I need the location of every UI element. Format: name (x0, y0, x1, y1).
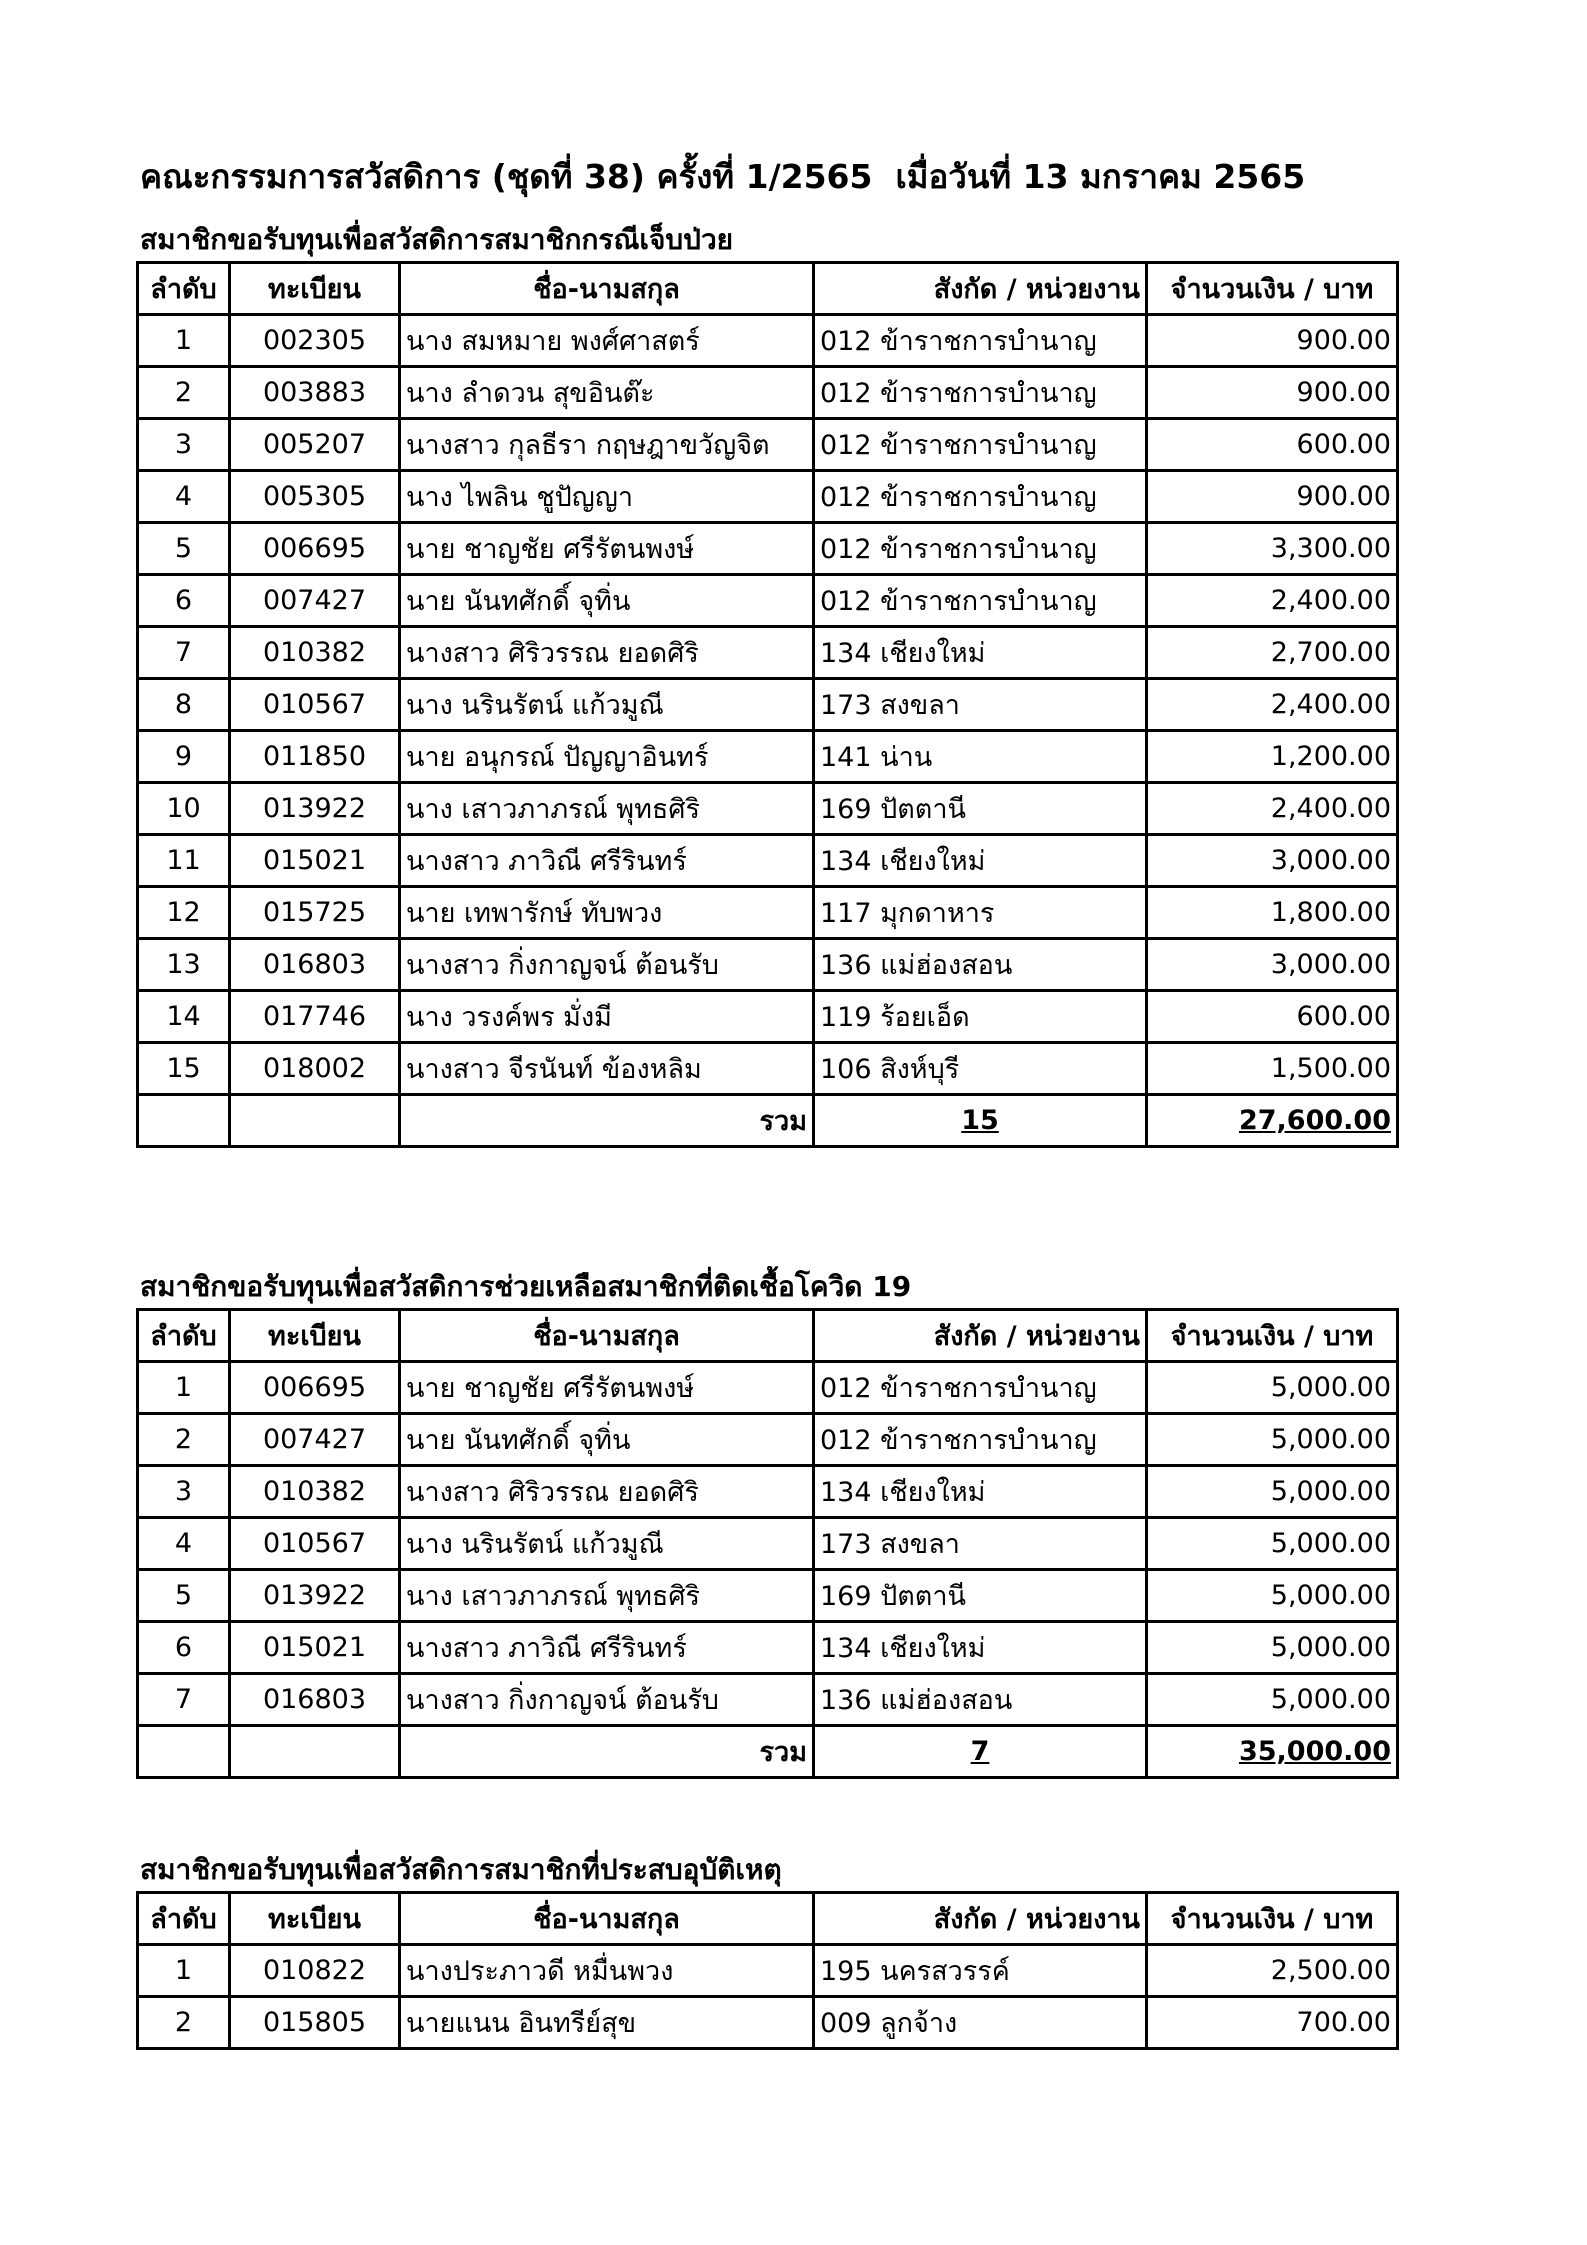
registration-number: 005305 (230, 471, 400, 523)
member-name: นาย นันทศักดิ์ จุทิ่น (400, 575, 814, 627)
row-number: 15 (138, 1043, 230, 1095)
member-unit: 173 สงขลา (814, 1518, 1147, 1570)
member-unit: 141 น่าน (814, 731, 1147, 783)
registration-number: 010822 (230, 1945, 400, 1997)
registration-number: 015805 (230, 1997, 400, 2049)
column-header-amount: จำนวนเงิน / บาท (1147, 1310, 1398, 1362)
member-unit: 012 ข้าราชการบำนาญ (814, 523, 1147, 575)
total-amount: 27,600.00 (1147, 1095, 1398, 1147)
table-row (138, 1674, 1398, 1726)
member-unit: 012 ข้าราชการบำนาญ (814, 1362, 1147, 1414)
table-row (138, 679, 1398, 731)
row-number: 1 (138, 1362, 230, 1414)
row-number: 8 (138, 679, 230, 731)
member-name: นาย นันทศักดิ์ จุทิ่น (400, 1414, 814, 1466)
registration-number: 015725 (230, 887, 400, 939)
amount: 600.00 (1147, 991, 1398, 1043)
registration-number: 011850 (230, 731, 400, 783)
member-name: นาง ไพลิน ชูปัญญา (400, 471, 814, 523)
member-unit: 106 สิงห์บุรี (814, 1043, 1147, 1095)
row-number: 2 (138, 1414, 230, 1466)
total-amount: 35,000.00 (1147, 1726, 1398, 1778)
table-row (138, 835, 1398, 887)
amount: 2,400.00 (1147, 575, 1398, 627)
amount: 700.00 (1147, 1997, 1398, 2049)
member-unit: 012 ข้าราชการบำนาญ (814, 575, 1147, 627)
member-unit: 012 ข้าราชการบำนาญ (814, 315, 1147, 367)
amount: 2,400.00 (1147, 783, 1398, 835)
member-name: นางสาว กุลธีรา กฤษฎาขวัญจิต (400, 419, 814, 471)
row-number: 4 (138, 471, 230, 523)
row-number: 9 (138, 731, 230, 783)
member-unit: 134 เชียงใหม่ (814, 1466, 1147, 1518)
member-unit: 173 สงขลา (814, 679, 1147, 731)
accident-table (136, 1891, 1399, 2050)
member-unit: 134 เชียงใหม่ (814, 835, 1147, 887)
registration-number: 018002 (230, 1043, 400, 1095)
member-name: นางประภาวดี หมื่นพวง (400, 1945, 814, 1997)
table-row (138, 939, 1398, 991)
amount: 3,000.00 (1147, 835, 1398, 887)
total-row (138, 1726, 1398, 1778)
registration-number: 010382 (230, 1466, 400, 1518)
table-row (138, 315, 1398, 367)
member-unit: 169 ปัตตานี (814, 783, 1147, 835)
registration-number: 002305 (230, 315, 400, 367)
member-name: นาง เสาวภาภรณ์ พุทธศิริ (400, 783, 814, 835)
registration-number: 015021 (230, 835, 400, 887)
empty-cell (230, 1095, 400, 1147)
row-number: 4 (138, 1518, 230, 1570)
member-unit: 117 มุกดาหาร (814, 887, 1147, 939)
table-row (138, 419, 1398, 471)
column-header-amount: จำนวนเงิน / บาท (1147, 1893, 1398, 1945)
member-name: นาย เทพารักษ์ ทับพวง (400, 887, 814, 939)
column-header-unit: สังกัด / หน่วยงาน (814, 1893, 1147, 1945)
row-number: 10 (138, 783, 230, 835)
page-title: คณะกรรมการสวัสดิการ (ชุดที่ 38) ครั้งที่ 1/2565 เมื่อวันที่ 13 มกราคม 2565 (140, 157, 1306, 196)
amount: 900.00 (1147, 367, 1398, 419)
amount: 1,500.00 (1147, 1043, 1398, 1095)
row-number: 1 (138, 315, 230, 367)
table-row (138, 991, 1398, 1043)
table-row (138, 887, 1398, 939)
table-row (138, 627, 1398, 679)
table-header-row (138, 263, 1398, 315)
table-row (138, 523, 1398, 575)
member-unit: 009 ลูกจ้าง (814, 1997, 1147, 2049)
table-header-row (138, 1893, 1398, 1945)
member-unit: 012 ข้าราชการบำนาญ (814, 419, 1147, 471)
column-header-reg: ทะเบียน (230, 1893, 400, 1945)
member-unit: 012 ข้าราชการบำนาญ (814, 471, 1147, 523)
registration-number: 010382 (230, 627, 400, 679)
member-name: นางสาว กิ่งกาญจน์ ต้อนรับ (400, 939, 814, 991)
amount: 2,500.00 (1147, 1945, 1398, 1997)
amount: 1,800.00 (1147, 887, 1398, 939)
row-number: 13 (138, 939, 230, 991)
amount: 900.00 (1147, 315, 1398, 367)
member-name: นาง นรินรัตน์ แก้วมูณี (400, 679, 814, 731)
row-number: 5 (138, 523, 230, 575)
amount: 3,300.00 (1147, 523, 1398, 575)
registration-number: 016803 (230, 939, 400, 991)
row-number: 6 (138, 1622, 230, 1674)
table-row (138, 1622, 1398, 1674)
member-name: นายแนน อินทรีย์สุข (400, 1997, 814, 2049)
row-number: 6 (138, 575, 230, 627)
member-name: นางสาว ภาวิณี ศรีรินทร์ (400, 835, 814, 887)
member-name: นาง ลำดวน สุขอินต๊ะ (400, 367, 814, 419)
table-row (138, 575, 1398, 627)
table-row (138, 1518, 1398, 1570)
member-unit: 134 เชียงใหม่ (814, 1622, 1147, 1674)
table-row (138, 471, 1398, 523)
registration-number: 006695 (230, 1362, 400, 1414)
table-row (138, 731, 1398, 783)
registration-number: 016803 (230, 1674, 400, 1726)
table-row (138, 783, 1398, 835)
column-header-amount: จำนวนเงิน / บาท (1147, 263, 1398, 315)
member-name: นาง นรินรัตน์ แก้วมูณี (400, 1518, 814, 1570)
table-row (138, 1362, 1398, 1414)
row-number: 14 (138, 991, 230, 1043)
amount: 2,400.00 (1147, 679, 1398, 731)
member-unit: 169 ปัตตานี (814, 1570, 1147, 1622)
member-name: นางสาว กิ่งกาญจน์ ต้อนรับ (400, 1674, 814, 1726)
total-row (138, 1095, 1398, 1147)
member-name: นาย ชาญชัย ศรีรัตนพงษ์ (400, 523, 814, 575)
table-row (138, 1414, 1398, 1466)
amount: 900.00 (1147, 471, 1398, 523)
registration-number: 006695 (230, 523, 400, 575)
member-name: นางสาว ภาวิณี ศรีรินทร์ (400, 1622, 814, 1674)
row-number: 11 (138, 835, 230, 887)
row-number: 1 (138, 1945, 230, 1997)
registration-number: 010567 (230, 679, 400, 731)
illness-table (136, 261, 1399, 1148)
column-header-name: ชื่อ-นามสกุล (400, 1893, 814, 1945)
section-title-illness: สมาชิกขอรับทุนเพื่อสวัสดิการสมาชิกกรณีเจ็บป่วย (140, 223, 734, 256)
amount: 5,000.00 (1147, 1570, 1398, 1622)
amount: 5,000.00 (1147, 1674, 1398, 1726)
table-row (138, 367, 1398, 419)
member-unit: 136 แม่ฮ่องสอน (814, 939, 1147, 991)
column-header-unit: สังกัด / หน่วยงาน (814, 263, 1147, 315)
column-header-name: ชื่อ-นามสกุล (400, 1310, 814, 1362)
member-name: นาง เสาวภาภรณ์ พุทธศิริ (400, 1570, 814, 1622)
registration-number: 005207 (230, 419, 400, 471)
registration-number: 013922 (230, 783, 400, 835)
amount: 2,700.00 (1147, 627, 1398, 679)
column-header-no: ลำดับ (138, 263, 230, 315)
column-header-reg: ทะเบียน (230, 1310, 400, 1362)
table-row (138, 1570, 1398, 1622)
column-header-name: ชื่อ-นามสกุล (400, 263, 814, 315)
member-name: นางสาว ศิริวรรณ ยอดศิริ (400, 1466, 814, 1518)
row-number: 2 (138, 1997, 230, 2049)
member-unit: 195 นครสวรรค์ (814, 1945, 1147, 1997)
empty-cell (138, 1095, 230, 1147)
member-name: นาง สมหมาย พงศ์ศาสตร์ (400, 315, 814, 367)
column-header-no: ลำดับ (138, 1893, 230, 1945)
section-title-covid: สมาชิกขอรับทุนเพื่อสวัสดิการช่วยเหลือสมาชิกที่ติดเชื้อโควิด 19 (140, 1270, 912, 1303)
column-header-no: ลำดับ (138, 1310, 230, 1362)
total-label: รวม (400, 1726, 814, 1778)
member-unit: 012 ข้าราชการบำนาญ (814, 367, 1147, 419)
amount: 5,000.00 (1147, 1362, 1398, 1414)
registration-number: 003883 (230, 367, 400, 419)
registration-number: 010567 (230, 1518, 400, 1570)
row-number: 5 (138, 1570, 230, 1622)
amount: 1,200.00 (1147, 731, 1398, 783)
member-unit: 119 ร้อยเอ็ด (814, 991, 1147, 1043)
amount: 5,000.00 (1147, 1622, 1398, 1674)
member-unit: 136 แม่ฮ่องสอน (814, 1674, 1147, 1726)
column-header-unit: สังกัด / หน่วยงาน (814, 1310, 1147, 1362)
amount: 5,000.00 (1147, 1414, 1398, 1466)
row-number: 3 (138, 1466, 230, 1518)
registration-number: 017746 (230, 991, 400, 1043)
member-name: นางสาว ศิริวรรณ ยอดศิริ (400, 627, 814, 679)
table-row (138, 1466, 1398, 1518)
table-header-row (138, 1310, 1398, 1362)
amount: 5,000.00 (1147, 1518, 1398, 1570)
registration-number: 007427 (230, 1414, 400, 1466)
table-row (138, 1043, 1398, 1095)
section-title-accident: สมาชิกขอรับทุนเพื่อสวัสดิการสมาชิกที่ประสบอุบัติเหตุ (140, 1853, 782, 1886)
table-row (138, 1997, 1398, 2049)
amount: 5,000.00 (1147, 1466, 1398, 1518)
member-name: นาง วรงค์พร มั่งมี (400, 991, 814, 1043)
covid-table (136, 1308, 1399, 1779)
total-label: รวม (400, 1095, 814, 1147)
member-name: นางสาว จีรนันท์ ข้องหลิม (400, 1043, 814, 1095)
row-number: 7 (138, 627, 230, 679)
row-number: 7 (138, 1674, 230, 1726)
amount: 3,000.00 (1147, 939, 1398, 991)
registration-number: 015021 (230, 1622, 400, 1674)
row-number: 12 (138, 887, 230, 939)
total-count: 7 (814, 1726, 1147, 1778)
row-number: 3 (138, 419, 230, 471)
empty-cell (138, 1726, 230, 1778)
column-header-reg: ทะเบียน (230, 263, 400, 315)
row-number: 2 (138, 367, 230, 419)
member-unit: 134 เชียงใหม่ (814, 627, 1147, 679)
registration-number: 013922 (230, 1570, 400, 1622)
table-row (138, 1945, 1398, 1997)
empty-cell (230, 1726, 400, 1778)
amount: 600.00 (1147, 419, 1398, 471)
member-name: นาย ชาญชัย ศรีรัตนพงษ์ (400, 1362, 814, 1414)
member-unit: 012 ข้าราชการบำนาญ (814, 1414, 1147, 1466)
registration-number: 007427 (230, 575, 400, 627)
total-count: 15 (814, 1095, 1147, 1147)
member-name: นาย อนุกรณ์ ปัญญาอินทร์ (400, 731, 814, 783)
